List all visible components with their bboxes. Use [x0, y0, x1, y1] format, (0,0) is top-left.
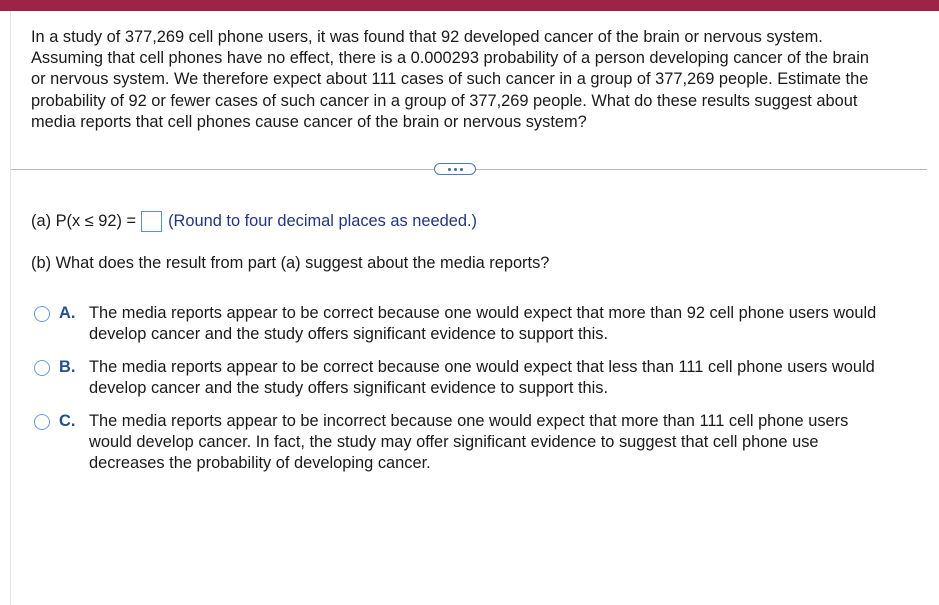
ellipsis-icon [448, 168, 451, 171]
question-text [31, 27, 921, 133]
part-a-row [31, 209, 477, 233]
option-letter: A. [59, 304, 76, 322]
top-accent-bar [0, 0, 939, 11]
part-a-answer-input[interactable] [141, 211, 162, 232]
question-line: Assuming that cell phones have no effect, there is a 0.000293 probability of a person developing cancer of the brain [31, 49, 869, 68]
option-text [89, 411, 848, 475]
expand-more-button[interactable] [434, 163, 476, 175]
radio-button-c[interactable] [34, 414, 50, 430]
option-text [89, 303, 876, 345]
radio-button-a[interactable] [34, 306, 50, 322]
option-letter: B. [59, 358, 76, 376]
option-line: develop cancer and the study offers significant evidence to support this. [89, 325, 609, 344]
option-line: decreases the probability of developing cancer. [89, 454, 431, 473]
option-letter: C. [59, 412, 76, 430]
question-line: In a study of 377,269 cell phone users, it was found that 92 developed cancer of the brain or nervous system. [31, 28, 823, 46]
option-line: The media reports appear to be correct because one would expect that more than 92 cell phone users would [89, 304, 877, 322]
option-line: develop cancer and the study offers significant evidence to support this. [89, 379, 609, 398]
option-line: The media reports appear to be incorrect because one would expect that more than 111 cell phone users [89, 412, 849, 430]
question-line: media reports that cell phones cause cancer of the brain or nervous system? [31, 112, 587, 131]
part-b-prompt: (b) What does the result from part (a) suggest about the media reports? [31, 254, 550, 272]
option-line: The media reports appear to be correct because one would expect that less than 111 cell phone users would [89, 358, 875, 376]
ellipsis-icon [454, 168, 457, 171]
option-line: would develop cancer. In fact, the study may offer significant evidence to suggest that cell phone use [89, 433, 819, 452]
rounding-hint: (Round to four decimal places as needed.) [168, 211, 477, 230]
question-line: probability of 92 or fewer cases of such cancer in a group of 377,269 people. What do these results suggest about [31, 91, 858, 110]
left-border [10, 11, 11, 605]
radio-button-b[interactable] [34, 360, 50, 376]
part-a-label: (a) P(x ≤ 92) = [31, 211, 137, 230]
question-line: or nervous system. We therefore expect about 111 cases of such cancer in a group of 377,269 people. Estimate the [31, 70, 869, 89]
option-text [89, 357, 875, 399]
ellipsis-icon [460, 168, 463, 171]
